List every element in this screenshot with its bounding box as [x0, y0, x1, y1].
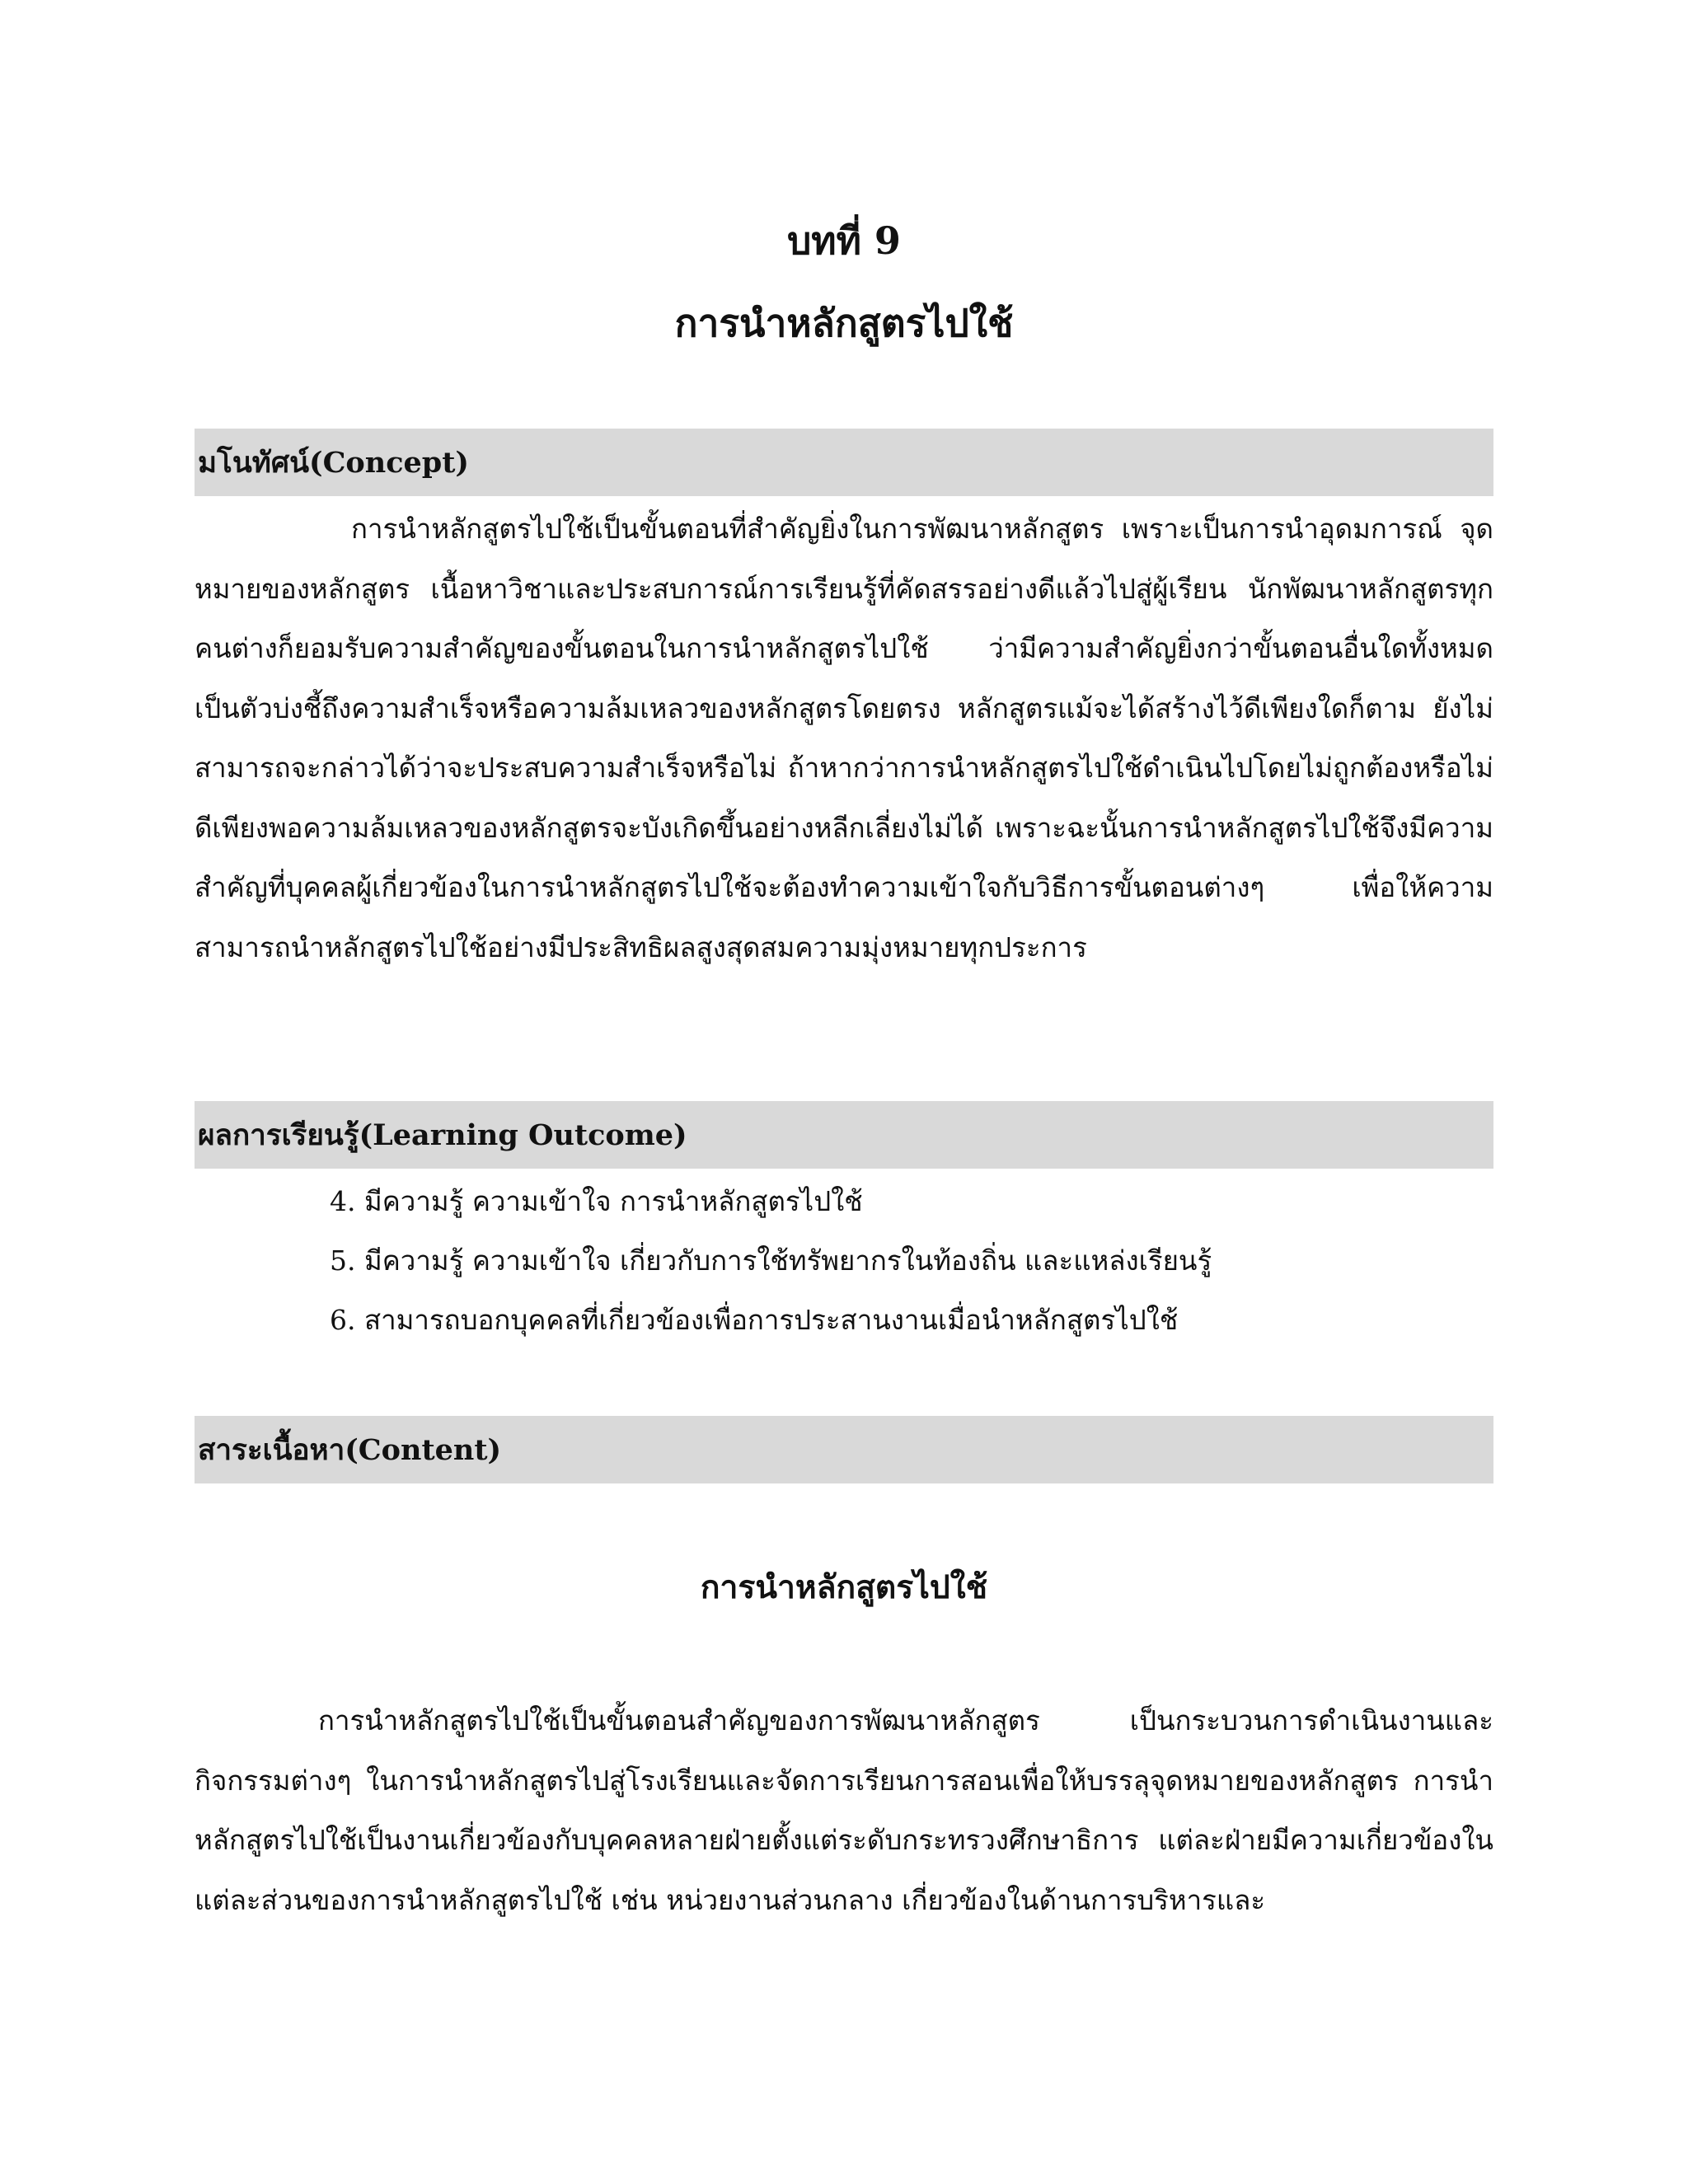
content-section-header — [195, 1416, 1493, 1483]
learning-outcome-section-header — [195, 1101, 1493, 1169]
content-subtitle: การนำหลักสูตรไปใช้ — [700, 1568, 988, 1606]
concept-header-label: มโนทัศน์(Concept) — [198, 445, 469, 480]
learning-outcome-list — [330, 1172, 1212, 1350]
learning-outcome-item: 6. สามารถบอกบุคคลที่เกี่ยวข้องเพื่อการประสานงานเมื่อนำหลักสูตรไปใช้ — [330, 1304, 1179, 1336]
document-page — [195, 0, 1493, 2184]
chapter-title: การนำหลักสูตรไปใช้ — [674, 301, 1014, 345]
learning-outcome-item: 5. มีความรู้ ความเข้าใจ เกี่ยวกับการใช้ทรัพยากรในท้องถิ่น และแหล่งเรียนรู้ — [330, 1244, 1212, 1277]
learning-outcome-item: 4. มีความรู้ ความเข้าใจ การนำหลักสูตรไปใช้ — [330, 1185, 863, 1217]
learning-outcome-header-label: ผลการเรียนรู้(Learning Outcome) — [198, 1118, 687, 1152]
content-header-label: สาระเนื้อหา(Content) — [198, 1432, 502, 1467]
content-paragraph: การนำหลักสูตรไปใช้เป็นขั้นตอนสำคัญของการพัฒนาหลักสูตร เป็นกระบวนการดำเนินงานและกิจกรรมต่างๆ ในการนำหลักสูตรไปสู่โรงเรียนและจัดการเรียนการสอนเพื่อให้บรรลุจุดหมายของหลักสูตร การนำหลักสูตรไปใช้เป็นงานเกี่ยวข้องกับบุคคลหลายฝ่ายตั้งแต่ระดับกระทรวงศึกษาธิการ แต่ละฝ่ายมีความเกี่ยวข้องในแต่ละส่วนของการนำหลักสูตรไปใช้ เช่น หน่วยงานส่วนกลาง เกี่ยวข้องในด้านการบริหารและ — [195, 1704, 1493, 1916]
concept-paragraph: การนำหลักสูตรไปใช้เป็นขั้นตอนที่สำคัญยิ่งในการพัฒนาหลักสูตร เพราะเป็นการนำอุดมการณ์ จุดหมายของหลักสูตร เนื้อหาวิชาและประสบการณ์การเรียนรู้ที่คัดสรรอย่างดีแล้วไปสู่ผู้เรียน นักพัฒนาหลักสูตรทุกคนต่างก็ยอมรับความสำคัญของขั้นตอนในการนำหลักสูตรไปใช้ ว่ามีความสำคัญยิ่งกว่าขั้นตอนอื่นใดทั้งหมด เป็นตัวบ่งชี้ถึงความสำเร็จหรือความล้มเหลวของหลักสูตรโดยตรง หลักสูตรแม้จะได้สร้างไว้ดีเพียงใดก็ตาม ยังไม่สามารถจะกล่าวได้ว่าจะประสบความสำเร็จหรือไม่ ถ้าหากว่าการนำหลักสูตรไปใช้ดำเนินไปโดยไม่ถูกต้องหรือไม่ดีเพียงพอความล้มเหลวของหลักสูตรจะบังเกิดขึ้นอย่างหลีกเลี่ยงไม่ได้ เพราะฉะนั้นการนำหลักสูตรไปใช้จึงมีความสำคัญที่บุคคลผู้เกี่ยวข้องในการนำหลักสูตรไปใช้จะต้องทำความเข้าใจกับวิธีการขั้นตอนต่างๆ เพื่อให้ความสามารถนำหลักสูตรไปใช้อย่างมีประสิทธิผลสูงสุดสมความมุ่งหมายทุกประการ — [195, 513, 1493, 963]
concept-section-header — [195, 429, 1493, 496]
chapter-number: บทที่ 9 — [787, 218, 901, 263]
